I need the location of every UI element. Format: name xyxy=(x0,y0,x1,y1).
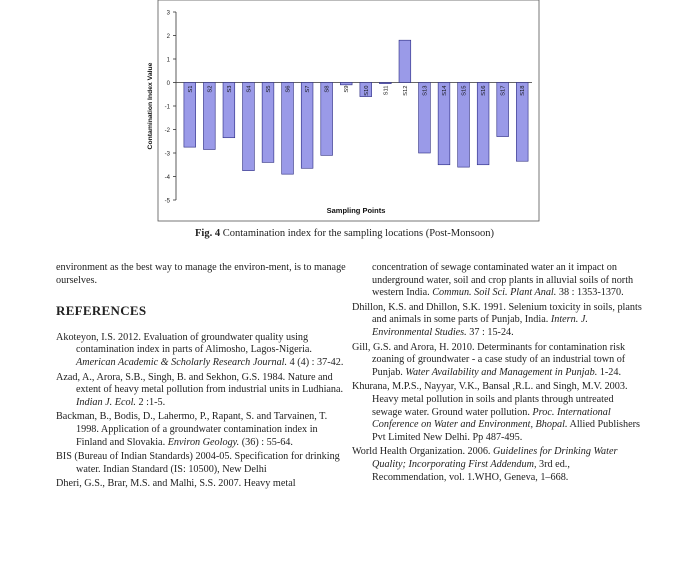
bar xyxy=(282,83,294,175)
right-column xyxy=(352,262,642,486)
bar xyxy=(301,83,313,169)
category-label: S14 xyxy=(442,85,448,96)
reference-item xyxy=(352,446,642,484)
right-reference-list xyxy=(352,302,642,484)
category-label: S16 xyxy=(481,85,488,96)
reference-pages: 4 (4) : 37-42. xyxy=(287,356,344,368)
figure-caption-label: Fig. 4 xyxy=(195,228,221,239)
reference-text: Azad, A., Arora, S.B., Singh, B. and Sekhon, G.S. 1984. Nature and extent of heavy metal pollution from industrial units in Ludhiana. xyxy=(56,371,344,396)
category-label: S6 xyxy=(285,85,292,93)
reference-item xyxy=(56,478,346,491)
reference-item xyxy=(352,381,642,444)
bar xyxy=(340,83,352,85)
reference-item xyxy=(56,411,346,449)
category-label: S11 xyxy=(383,85,390,96)
reference-source: American Academic & Scholarly Research Journal. xyxy=(76,356,288,368)
reference-pages: 2 :1-5. xyxy=(135,396,166,408)
category-label: S13 xyxy=(422,85,429,96)
figure-caption xyxy=(0,228,689,239)
category-label: S1 xyxy=(187,85,194,93)
figure-caption-text: Contamination index for the sampling locations (Post-Monsoon) xyxy=(220,228,494,239)
reference-text: Khurana, M.P.S., Nayyar, V.K., Bansal ,R.L. and Singh, M.V. 2003. Heavy metal pollution in soils and plants through untreated sewage water. Ground water pollution. xyxy=(352,381,628,418)
reference-text: World Health Organization. 2006. xyxy=(352,446,494,458)
y-tick-label: -3 xyxy=(164,151,170,158)
reference-source: Water Availability and Management in Punjab. xyxy=(405,366,598,378)
reference-item xyxy=(56,332,346,370)
y-tick-label: 2 xyxy=(166,34,170,40)
reference-item xyxy=(352,302,642,340)
reference-text: Dhillon, K.S. and Dhillon, S.K. 1991. Selenium toxicity in soils, plants and animals in some parts of Punjab, India. xyxy=(352,301,642,326)
category-label: S8 xyxy=(324,85,331,93)
y-tick-label: -1 xyxy=(164,104,170,111)
left-reference-list xyxy=(56,332,346,491)
bar xyxy=(379,83,391,84)
category-label: S7 xyxy=(305,85,312,93)
reference-text: BIS (Bureau of Indian Standards) 2004-05. Specification for drinking water. Indian Standard (IS: 10500), New Delhi xyxy=(56,451,340,475)
reference-item xyxy=(56,372,346,410)
reference-continuation xyxy=(352,262,642,300)
bar xyxy=(262,83,274,163)
reference-pages: 1-24. xyxy=(597,366,622,378)
category-label: S2 xyxy=(207,85,214,93)
reference-pages: 3rd ed., Recommendation, vol. 1.WHO, Geneva, 1–668. xyxy=(372,458,570,483)
y-tick-label: -4 xyxy=(164,175,170,181)
reference-source: Guidelines for Drinking Water Quality; Incorporating First Addendum, xyxy=(372,446,618,470)
reference-text: Backman, B., Bodis, D., Lahermo, P., Rapant, S. and Tarvainen, T. 1998. Application of a groundwater contamination index in Finland and Slovakia. xyxy=(56,411,328,448)
references-heading: REFERENCES xyxy=(56,303,147,319)
reference-item-continued xyxy=(352,262,642,300)
reference-source: Indian J. Ecol. xyxy=(76,396,136,408)
category-label: S10 xyxy=(363,85,370,96)
y-tick-label: 1 xyxy=(166,57,170,64)
reference-item xyxy=(56,451,346,476)
reference-source: Commun. Soil Sci. Plant Anal. xyxy=(432,287,557,299)
reference-pages: 38 : 1353-1370. xyxy=(556,287,624,299)
category-label: S12 xyxy=(402,85,409,96)
reference-pages: (36) : 55-64. xyxy=(239,436,293,448)
category-label: S15 xyxy=(461,85,468,96)
reference-pages: Allied Publishers Pvt Limited New Delhi. Pp 487-495. xyxy=(372,419,640,443)
category-label: S9 xyxy=(344,85,351,93)
reference-text: concentration of sewage contaminated water an it impact on underground water, soil and crop plants in alluvial soils of north western India. xyxy=(372,262,634,299)
category-label: S17 xyxy=(500,85,507,96)
category-label: S3 xyxy=(226,85,233,93)
reference-item xyxy=(352,342,642,380)
bar xyxy=(243,83,255,171)
y-tick-label: 3 xyxy=(166,10,170,17)
y-tick-label: -5 xyxy=(164,198,170,205)
figure xyxy=(0,0,689,250)
category-label: S5 xyxy=(266,85,272,93)
reference-text: Dheri, G.S., Brar, M.S. and Malhi, S.S. 2007. Heavy metal xyxy=(56,478,296,490)
reference-source: Intern. J. Environmental Studies. xyxy=(372,314,588,338)
y-axis-title: Contamination Index Value xyxy=(147,62,154,150)
category-label: S18 xyxy=(520,85,527,96)
intro-paragraph: environment as the best way to manage the environ-ment, is to manage ourselves. xyxy=(56,262,346,286)
reference-pages: 37 : 15-24. xyxy=(466,326,514,338)
category-label: S4 xyxy=(246,85,253,93)
reference-source: Proc. International Conference on Water and Environment, Bhopal. xyxy=(372,406,611,431)
reference-source: Environ Geology. xyxy=(167,436,240,448)
reference-text: Akoteyon, I.S. 2012. Evaluation of groundwater quality using contamination index in parts of Alimosho, Lagos-Nigeria. xyxy=(56,331,312,356)
bar xyxy=(399,40,411,82)
reference-text: Gill, G.S. and Arora, H. 2010. Determinants for contamination risk zoaning of groundwater - a case study of an industrial town of Punjab. xyxy=(352,341,626,378)
left-column xyxy=(56,262,346,493)
x-axis-title: Sampling Points xyxy=(326,206,386,215)
contamination-index-chart xyxy=(0,0,689,230)
y-tick-label: -2 xyxy=(164,128,170,134)
y-tick-label: 0 xyxy=(166,81,170,87)
